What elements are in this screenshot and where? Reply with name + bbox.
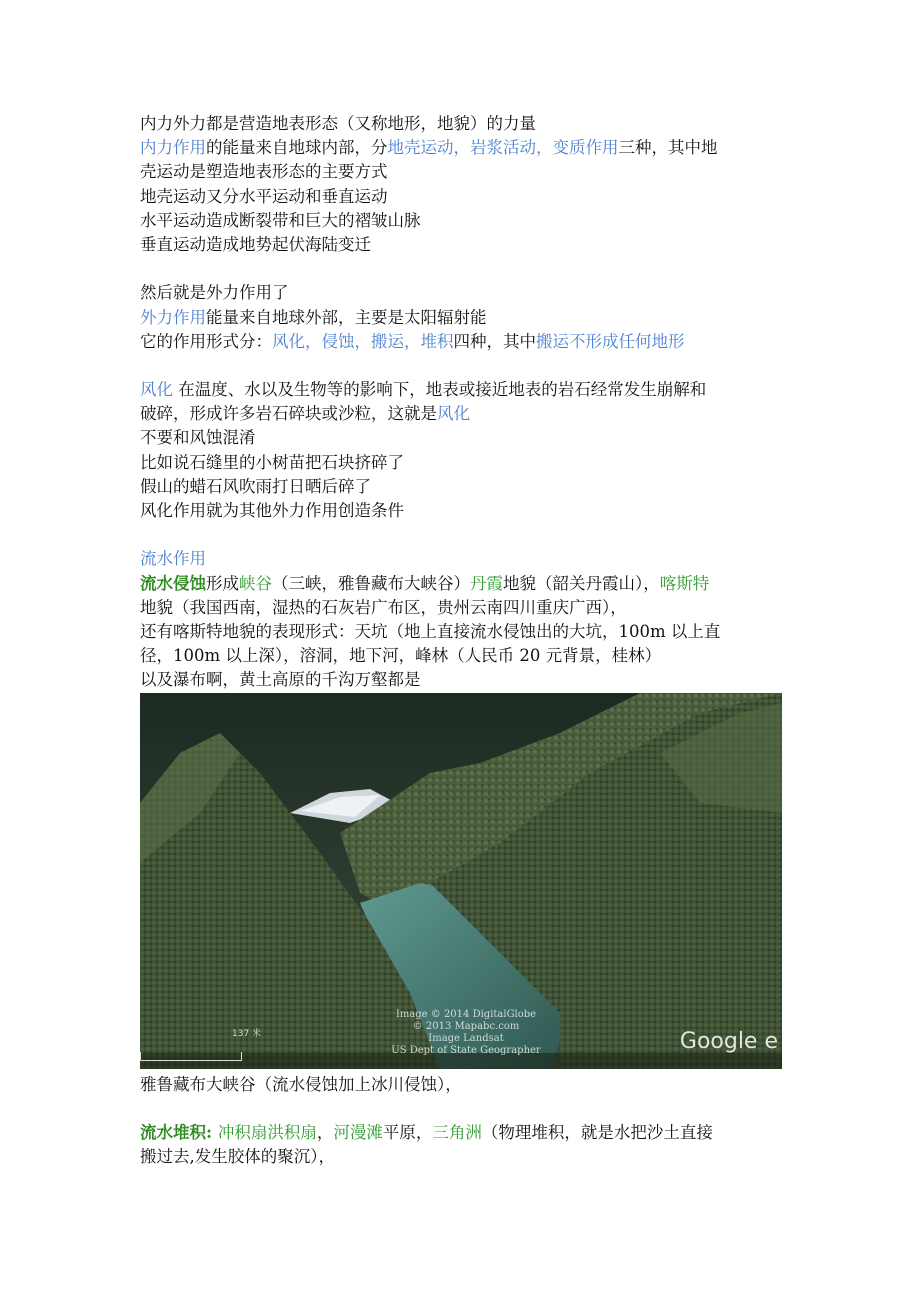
- text: 然后就是外力作用了: [140, 283, 289, 303]
- text: 壳运动是塑造地表形态的主要方式: [140, 162, 388, 182]
- water-line-2: [140, 596, 782, 620]
- weathering-line-3: [140, 426, 782, 450]
- text: ，: [316, 1122, 334, 1142]
- credit-line: US Dept of State Geographer: [391, 1044, 541, 1056]
- text: 形成: [206, 573, 239, 593]
- text: 风化作用就为其他外力作用创造条件: [140, 501, 404, 520]
- term-delta: 三角洲: [432, 1122, 482, 1142]
- external-line-3: [140, 330, 782, 354]
- credit-line: © 2013 Mapabc.com: [412, 1020, 520, 1032]
- scale-bar: [140, 1052, 242, 1061]
- water-line-3: [140, 620, 782, 644]
- text: 不要和风蚀混淆: [140, 428, 256, 448]
- external-line-1: [140, 281, 782, 305]
- term-internal-force: 内力作用: [140, 138, 206, 158]
- weathering-line-6: [140, 499, 782, 523]
- text: 径，100m 以上深），溶洞，地下河，峰林（人民币 20 元背景，桂林）: [140, 646, 662, 666]
- term-floodplain: 河漫滩: [333, 1122, 383, 1142]
- text: （三峡，雅鲁藏布大峡谷）: [272, 573, 470, 593]
- text: 的能量来自地球内部，分: [206, 138, 388, 158]
- text: 平原，: [382, 1122, 433, 1142]
- text: 内力外力都是营造地表形态（又称地形，地貌）的力量: [140, 114, 536, 133]
- imagery-credits: [366, 1009, 566, 1057]
- intro-line-2: [140, 136, 782, 160]
- text: 水平运动造成断裂带和巨大的褶皱山脉: [140, 210, 421, 230]
- term-water-deposit: 流水堆积: [140, 1122, 206, 1142]
- term-danxia: 丹霞: [470, 573, 503, 593]
- intro-line-3: [140, 160, 782, 184]
- intro-line-4: [140, 185, 782, 209]
- text: 以及瀑布啊，黄土高原的千沟万壑都是: [140, 670, 421, 690]
- text: 地貌（韶关丹霞山），: [503, 573, 660, 593]
- term-internal-types: 地壳运动，岩浆活动，变质作用: [387, 138, 619, 158]
- figure-caption: 雅鲁藏布大峡谷（流水侵蚀加上冰川侵蚀），: [140, 1074, 462, 1094]
- google-earth-logo: Google e: [679, 1029, 778, 1055]
- intro-line-5: [140, 209, 782, 233]
- credit-line: Image Landsat: [428, 1032, 504, 1044]
- text: 破碎，形成许多岩石碎块或沙粒，这就是: [140, 404, 437, 424]
- text: 能量来自地球外部，主要是太阳辐射能: [206, 307, 487, 327]
- text: 垂直运动造成地势起伏海陆变迁: [140, 234, 371, 254]
- term-water-erosion: 流水侵蚀: [140, 573, 206, 593]
- weathering-line-5: [140, 475, 782, 499]
- credit-line: Image © 2014 DigitalGlobe: [395, 1008, 537, 1020]
- text: 它的作用形式分：: [140, 331, 272, 351]
- weathering-line-1: [140, 378, 782, 402]
- intro-line-6: [140, 233, 782, 257]
- canyon-satellite-image: [140, 693, 782, 1069]
- water-line-1: [140, 572, 782, 596]
- term-weathering: 风化: [437, 404, 470, 424]
- weathering-line-2: [140, 402, 782, 426]
- external-line-2: [140, 306, 782, 330]
- scale-label: 137 米: [232, 1029, 262, 1040]
- term-weathering: 风化: [140, 380, 173, 400]
- text: 地貌（我国西南，湿热的石灰岩广布区，贵州云南四川重庆广西），: [140, 597, 627, 617]
- text: 四种，其中: [453, 331, 536, 351]
- term-alluvial-fan: 冲积扇洪积扇: [217, 1122, 317, 1142]
- text: 比如说石缝里的小树苗把石块挤碎了: [140, 452, 404, 472]
- term-external-types: 风化，侵蚀，搬运，堆积: [272, 331, 454, 351]
- text: 还有喀斯特地貌的表现形式：天坑（地上直接流水侵蚀出的大坑，100m 以上直: [140, 621, 721, 641]
- term-transport-note: 搬运不形成任何地形: [536, 331, 685, 351]
- water-line-4: [140, 644, 782, 668]
- text: 假山的蜡石风吹雨打日晒后碎了: [140, 476, 371, 496]
- text: （物理堆积，就是水把沙土直接: [481, 1122, 713, 1142]
- text: 在温度、水以及生物等的影响下，地表或接近地表的岩石经常发生崩解和: [173, 380, 707, 400]
- term-external-force: 外力作用: [140, 307, 206, 327]
- weathering-line-4: [140, 451, 782, 475]
- text: 地壳运动又分水平运动和垂直运动: [140, 186, 388, 206]
- text: 三种，其中地: [618, 138, 718, 158]
- intro-line-1: [140, 112, 782, 136]
- document-body: [140, 112, 782, 1169]
- text: 搬过去,发生胶体的聚沉），: [140, 1147, 335, 1167]
- deposit-line-1: [140, 1121, 782, 1145]
- text: :: [206, 1122, 218, 1142]
- water-line-5: [140, 668, 782, 692]
- term-karst: 喀斯特: [659, 573, 710, 593]
- section-title-water: 流水作用: [140, 549, 206, 569]
- term-canyon: 峡谷: [239, 573, 272, 593]
- deposit-line-2: [140, 1145, 782, 1169]
